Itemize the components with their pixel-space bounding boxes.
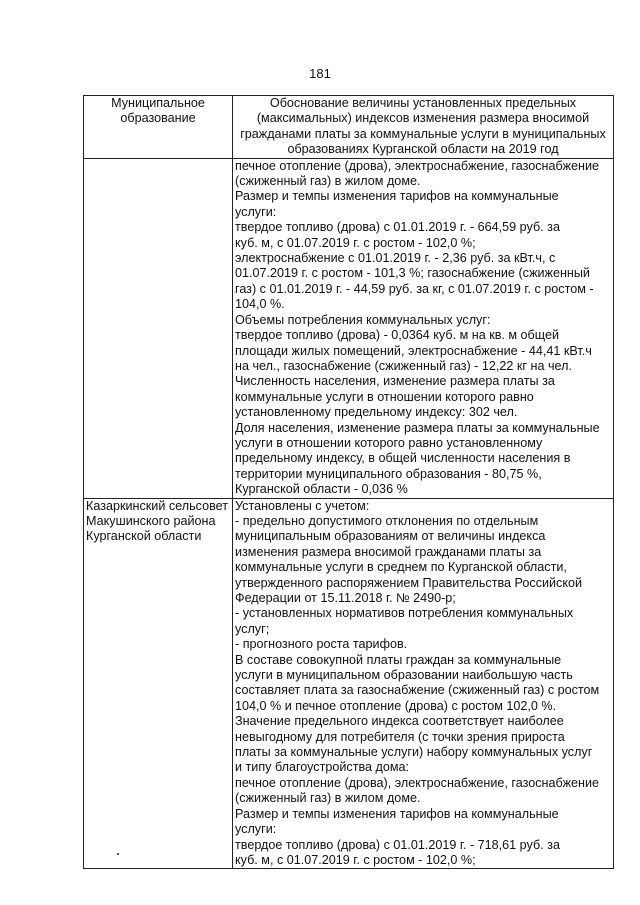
text-line: утвержденного распоряжением Правительства Российской [235,575,583,590]
text-line: куб. м, с 01.07.2019 г. с ростом - 102,0 %; [235,235,476,250]
text-line: 104,0 %. [235,297,285,312]
text-line: изменения размера вносимой гражданами платы за [235,544,542,559]
scan-speck [117,853,119,855]
header-municipality [84,96,233,159]
text-line: печное отопление (дрова), электроснабжение, газоснабжение [235,158,599,173]
municipal-index-table [83,95,614,869]
text-line: Объемы потребления коммунальных услуг: [235,312,491,327]
text-line: услуг; [235,621,270,636]
text-line: Курганской области [86,529,202,544]
text-line: 104,0 % и печное отопление (дрова) с ростом 102,0 %. [235,698,557,713]
text-line: (сжиженный газ) в жилом доме. [235,174,421,189]
text-line: Численность населения, изменение размера платы за [235,374,555,389]
text-line: услуги: [235,204,277,219]
table-row [84,498,614,869]
text-line: - прогнозного роста тарифов. [235,637,408,652]
text-line: образованиях Курганской области на 2019 год [287,142,559,157]
text-line: твердое топливо (дрова) с 01.01.2019 г. - 664,59 руб. за [235,220,560,235]
text-line: коммунальные услуги в среднем по Курганской области, [235,560,567,575]
text-line: 01.07.2019 г. с ростом - 101,3 %; газоснабжение (сжиженный [235,266,590,281]
text-line: предельному индексу, в общей численности населения в [235,451,571,466]
row1-justification [233,158,614,498]
text-line: невыгодному для потребителя (с точки зрения прироста [235,729,565,744]
text-line: площади жилых помещений, электроснабжение - 44,41 кВт.ч [235,343,592,358]
text-line: твердое топливо (дрова) - 0,0364 куб. м на кв. м общей [235,328,560,343]
text-line: твердое топливо (дрова) с 01.01.2019 г. - 718,61 руб. за [235,837,560,852]
text-line: услуги в муниципальном образовании наибольшую часть [235,668,573,683]
text-line: печное отопление (дрова), электроснабжение, газоснабжение [235,775,599,790]
text-line: Курганской области - 0,036 % [235,482,408,497]
text-line: - предельно допустимого отклонения по отдельным [235,513,539,528]
text-line: газ) с 01.01.2019 г. - 44,59 руб. за кг, с 01.07.2019 г. с ростом - [235,281,594,296]
text-line: муниципальным образованиям от величины индекса [235,529,546,544]
text-line: услуги: [235,822,277,837]
text-line: В составе совокупной платы граждан за коммунальные [235,652,562,667]
text-line: гражданами платы за коммунальные услуги в муниципальных [240,126,606,141]
text-line: Размер и темпы изменения тарифов на коммунальные [235,806,559,821]
text-line: территории муниципального образования - 80,75 %, [235,466,542,481]
text-line: Муниципальное [111,96,205,110]
text-line: Федерации от 15.11.2018 г. № 2490-р; [235,591,456,605]
page-number: 181 [309,66,331,81]
text-line: (сжиженный газ) в жилом доме. [235,791,421,806]
text-line: Значение предельного индекса соответствует наиболее [235,714,564,729]
text-line: Доля населения, изменение размера платы за коммунальные [235,420,600,435]
text-line: Установлены с учетом: [235,498,370,513]
text-line: образование [120,111,196,126]
text-line: электроснабжение с 01.01.2019 г. - 2,36 руб. за кВт.ч, с [235,251,556,266]
text-line: Макушинского района [86,513,216,528]
text-line: Обоснование величины установленных предельных [269,96,577,110]
text-line: коммунальные услуги в отношении которого равно [235,389,534,404]
text-line: Размер и темпы изменения тарифов на коммунальные [235,189,559,204]
text-line: куб. м, с 01.07.2019 г. с ростом - 102,0 %; [235,852,476,867]
text-line: услуги в отношении которого равно установленному [235,435,543,450]
header-justification [233,96,614,159]
text-line: установленному предельному индексу: 302 чел. [235,405,518,420]
text-line: на чел., газоснабжение (сжиженный газ) - 12,22 кг на чел. [235,358,572,373]
text-line: - установленных нормативов потребления коммунальных [235,606,574,621]
row2-justification [233,498,614,869]
text-line: (максимальных) индексов изменения размера вносимой [256,111,590,126]
text-line: и типу благоустройства дома: [235,760,410,775]
text-line: Казаркинский сельсовет [86,498,228,513]
row2-municipality [84,498,233,869]
table-header-row [84,96,614,159]
row1-municipality [84,158,233,498]
text-line: составляет плата за газоснабжение (сжиженный газ) с ростом [235,683,600,698]
table-row [84,158,614,498]
text-line: платы за коммунальные услуги) набору коммунальных услуг [235,745,593,760]
